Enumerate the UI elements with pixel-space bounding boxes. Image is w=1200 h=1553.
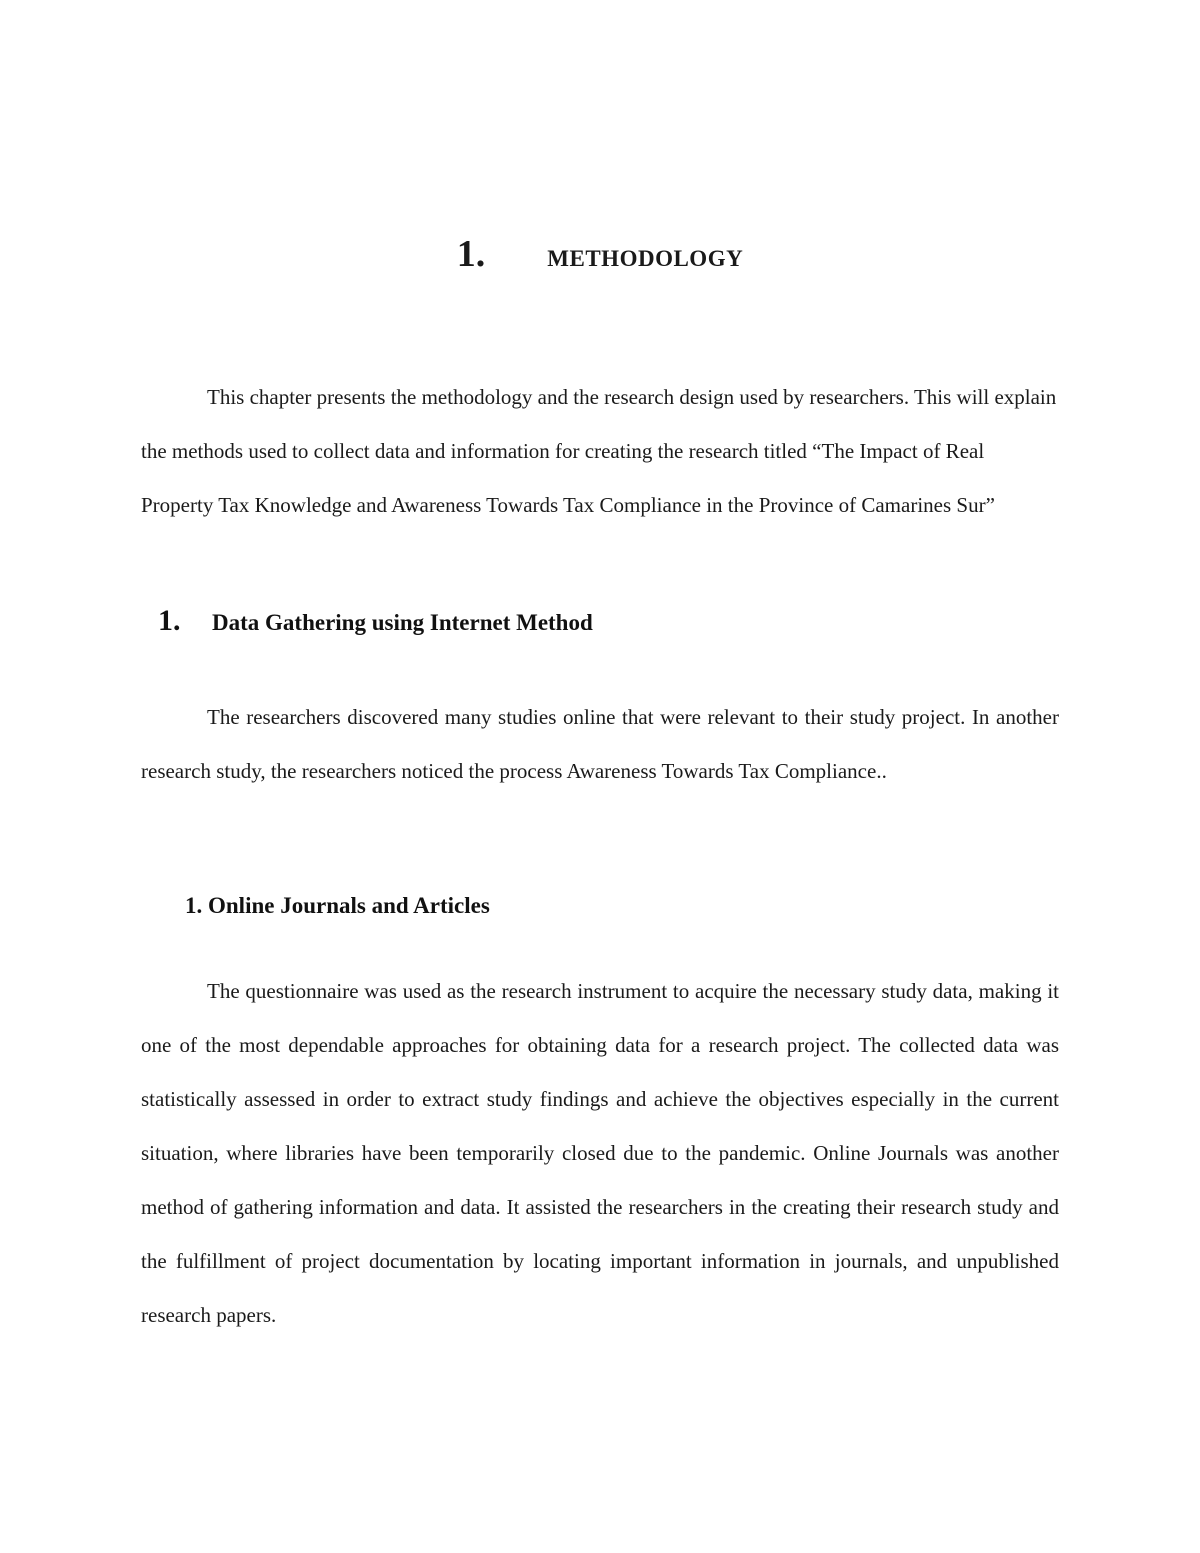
internet-method-text: The researchers discovered many studies online that were relevant to their study project. In another research study, the researchers noticed the process Awareness Towards Tax Compliance.. bbox=[141, 705, 1059, 783]
chapter-title: METHODOLOGY bbox=[547, 246, 744, 271]
online-journals-paragraph bbox=[141, 964, 1059, 1342]
section-heading-internet-method bbox=[158, 604, 593, 638]
section-heading-online-journals: 1. Online Journals and Articles bbox=[185, 893, 490, 918]
section-number: 1. bbox=[158, 604, 181, 637]
section-title: Data Gathering using Internet Method bbox=[212, 610, 593, 635]
online-journals-text: The questionnaire was used as the research instrument to acquire the necessary study data, making it one of the most dependable approaches for obtaining data for a research project. The collected data was statistically assessed in order to extract study findings and achieve the objectives especially in the current situation, where libraries have been temporarily closed due to the pandemic. Online Journals was another method of gathering information and data. It assisted the researchers in the creating their research study and the fulfillment of project documentation by locating important information in journals, and unpublished research papers. bbox=[141, 979, 1059, 1327]
chapter-heading bbox=[0, 232, 1200, 276]
internet-method-paragraph bbox=[141, 690, 1059, 798]
intro-text: This chapter presents the methodology and the research design used by researchers. This will explain the methods used to collect data and information for creating the research titled “The Impact of Real Property Tax Knowledge and Awareness Towards Tax Compliance in the Province of Camarines Sur” bbox=[141, 385, 1057, 517]
intro-paragraph bbox=[141, 370, 1059, 532]
chapter-number: 1. bbox=[456, 233, 486, 275]
